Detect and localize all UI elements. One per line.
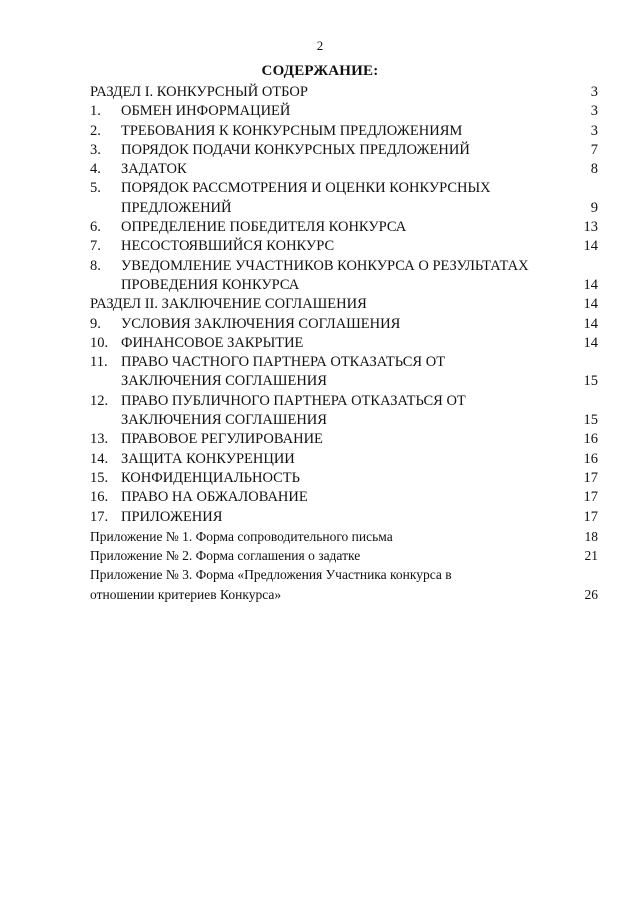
toc-entry-page: 8 (590, 161, 598, 178)
toc-entry-text (121, 179, 574, 218)
toc-entry-8[interactable] (90, 257, 598, 296)
toc-entry-13[interactable] (90, 430, 598, 449)
toc-entry-text: ЗАЩИТА КОНКУРЕНЦИИ (121, 450, 295, 467)
table-of-contents (90, 83, 598, 604)
toc-entry-page: 14 (583, 315, 598, 332)
toc-entry-page: 15 (583, 373, 598, 390)
toc-entry-4[interactable] (90, 160, 598, 179)
toc-appendix-3[interactable] (90, 565, 598, 604)
toc-entry-text: ПРАВОВОЕ РЕГУЛИРОВАНИЕ (121, 431, 323, 448)
toc-entry-1[interactable] (90, 102, 598, 121)
toc-entry-text: ПОРЯДОК ПОДАЧИ КОНКУРСНЫХ ПРЕДЛОЖЕНИЙ (121, 141, 470, 158)
toc-entry-number: 15. (90, 469, 109, 486)
toc-appendix-text: Приложение № 1. Форма сопроводительного письма (90, 528, 393, 544)
toc-entry-text-line-2: ПРОВЕДЕНИЯ КОНКУРСА (121, 276, 300, 293)
toc-entry-5[interactable] (90, 179, 598, 218)
toc-entry-text (121, 392, 574, 431)
toc-entry-text: РАЗДЕЛ II. ЗАКЛЮЧЕНИЕ СОГЛАШЕНИЯ (90, 296, 367, 313)
toc-appendix-text-line-2: отношении критериев Конкурса» (90, 586, 282, 602)
toc-appendix-page: 18 (584, 528, 598, 544)
toc-entry-page: 3 (590, 84, 598, 100)
toc-entry-text: ПРАВО НА ОБЖАЛОВАНИЕ (121, 489, 308, 506)
toc-entry-number: 13. (90, 431, 109, 448)
toc-entry-number: 2. (90, 122, 101, 139)
toc-entry-12[interactable] (90, 392, 598, 431)
toc-entry-text: ТРЕБОВАНИЯ К КОНКУРСНЫМ ПРЕДЛОЖЕНИЯМ (121, 122, 463, 139)
toc-entry-section-2[interactable] (90, 295, 598, 314)
toc-appendix-page: 21 (584, 548, 598, 564)
toc-entry-text (121, 257, 574, 296)
toc-entry-page: 17 (583, 508, 598, 525)
toc-entry-number: 9. (90, 315, 101, 332)
toc-entry-page: 17 (583, 469, 598, 486)
toc-entry-14[interactable] (90, 450, 598, 469)
toc-entry-number: 17. (90, 508, 109, 525)
toc-entry-7[interactable] (90, 237, 598, 256)
toc-entry-number: 4. (90, 161, 101, 178)
toc-entry-text: ПРИЛОЖЕНИЯ (121, 508, 223, 525)
toc-entry-text: НЕСОСТОЯВШИЙСЯ КОНКУРС (121, 238, 335, 255)
toc-entry-text: УСЛОВИЯ ЗАКЛЮЧЕНИЯ СОГЛАШЕНИЯ (121, 315, 401, 332)
toc-entry-page: 17 (583, 489, 598, 506)
toc-entry-text-line-2: ПРЕДЛОЖЕНИЙ (121, 199, 232, 216)
toc-entry-16[interactable] (90, 488, 598, 507)
toc-entry-number: 16. (90, 489, 109, 506)
toc-entry-page: 14 (583, 334, 598, 351)
toc-entry-number: 12. (90, 392, 109, 409)
toc-entry-page: 3 (590, 122, 598, 139)
toc-entry-text-line-1: ПРАВО ЧАСТНОГО ПАРТНЕРА ОТКАЗАТЬСЯ ОТ (121, 354, 446, 371)
toc-entry-page: 13 (583, 219, 598, 236)
toc-entry-section-1[interactable] (90, 83, 598, 102)
toc-entry-number: 1. (90, 103, 101, 120)
toc-entry-17[interactable] (90, 508, 598, 527)
toc-appendix-1[interactable] (90, 527, 598, 546)
toc-entry-page: 9 (590, 199, 598, 216)
toc-entry-page: 16 (583, 431, 598, 448)
toc-entry-page: 14 (583, 276, 598, 293)
toc-entry-text-line-2: ЗАКЛЮЧЕНИЯ СОГЛАШЕНИЯ (121, 412, 327, 429)
toc-entry-text-line-1: УВЕДОМЛЕНИЕ УЧАСТНИКОВ КОНКУРСА О РЕЗУЛЬТАТАХ (121, 257, 529, 274)
toc-appendix-page: 26 (584, 586, 598, 602)
toc-entry-text: ОПРЕДЕЛЕНИЕ ПОБЕДИТЕЛЯ КОНКУРСА (121, 219, 407, 236)
toc-entry-2[interactable] (90, 122, 598, 141)
toc-title: СОДЕРЖАНИЕ: (261, 63, 379, 79)
toc-entry-page: 14 (583, 238, 598, 255)
toc-appendix-text-line-1: Приложение № 3. Форма «Предложения Участника конкурса в (90, 567, 452, 583)
toc-entry-page: 3 (590, 103, 598, 120)
page-number: 2 (316, 38, 324, 53)
toc-entry-number: 5. (90, 180, 101, 197)
toc-entry-number: 3. (90, 141, 101, 158)
toc-entry-number: 6. (90, 219, 101, 236)
toc-entry-page: 14 (583, 296, 598, 313)
toc-entry-number: 8. (90, 257, 101, 274)
toc-entry-text (121, 353, 574, 392)
toc-entry-number: 11. (90, 354, 108, 371)
toc-appendix-text: Приложение № 2. Форма соглашения о задатке (90, 548, 361, 564)
toc-appendix-text (90, 565, 574, 604)
toc-entry-text: ФИНАНСОВОЕ ЗАКРЫТИЕ (121, 334, 304, 351)
toc-entry-text-line-1: ПОРЯДОК РАССМОТРЕНИЯ И ОЦЕНКИ КОНКУРСНЫХ (121, 180, 491, 197)
toc-entry-number: 14. (90, 450, 109, 467)
toc-entry-text-line-1: ПРАВО ПУБЛИЧНОГО ПАРТНЕРА ОТКАЗАТЬСЯ ОТ (121, 392, 466, 409)
toc-appendix-2[interactable] (90, 546, 598, 565)
toc-entry-10[interactable] (90, 334, 598, 353)
toc-entry-number: 10. (90, 334, 109, 351)
toc-entry-3[interactable] (90, 141, 598, 160)
toc-entry-15[interactable] (90, 469, 598, 488)
toc-entry-text: ОБМЕН ИНФОРМАЦИЕЙ (121, 103, 291, 120)
toc-entry-6[interactable] (90, 218, 598, 237)
toc-entry-11[interactable] (90, 353, 598, 392)
toc-entry-text: КОНФИДЕНЦИАЛЬНОСТЬ (121, 469, 300, 486)
toc-entry-page: 15 (583, 412, 598, 429)
toc-entry-page: 7 (590, 141, 598, 158)
toc-entry-page: 16 (583, 450, 598, 467)
toc-entry-number: 7. (90, 238, 101, 255)
toc-entry-text: ЗАДАТОК (121, 161, 187, 178)
toc-entry-text: РАЗДЕЛ I. КОНКУРСНЫЙ ОТБОР (90, 84, 308, 100)
toc-entry-text-line-2: ЗАКЛЮЧЕНИЯ СОГЛАШЕНИЯ (121, 373, 327, 390)
toc-entry-9[interactable] (90, 315, 598, 334)
